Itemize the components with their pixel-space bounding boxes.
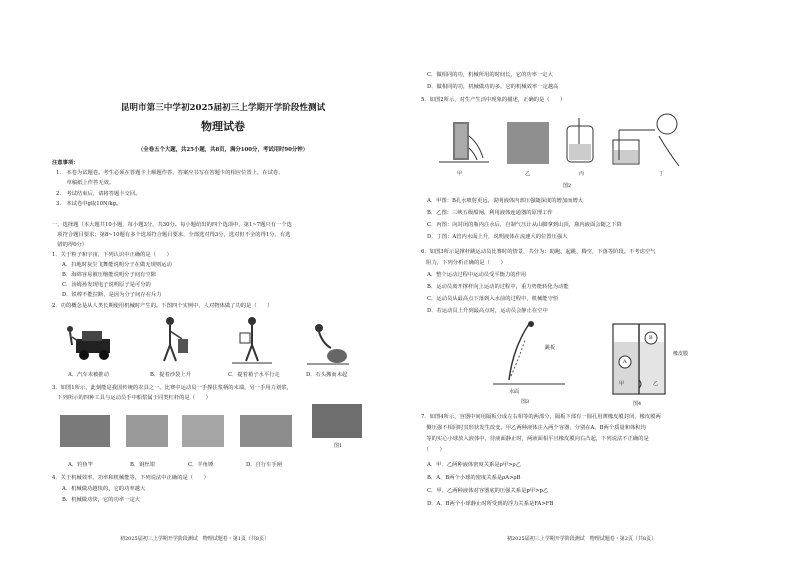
notice-line: 1. 本卷为试题卷。考生必须在答题卡上解题作答，答案应书写在答题卡的相应位置上，在试卷、 xyxy=(56,170,284,176)
fig4-label-a: A xyxy=(623,359,627,365)
option: A．甲、乙两种液体密度关系是ρ甲>ρ乙 xyxy=(427,462,521,468)
fig2-label-yi: 乙 xyxy=(525,171,531,177)
option: C．提着箱子水平行走 xyxy=(228,372,280,378)
figure-caption: 图2 xyxy=(563,183,572,189)
question-stem: 2．功的概念是从人类长期使用机械时产生的。下图四个实例中，人对物体做了功的是（ ） xyxy=(52,303,273,309)
figure-1-image xyxy=(312,404,362,438)
option: B．提着沙袋上升 xyxy=(150,372,191,378)
option: D．若运动员上升到最高点时，运动员会静止在空中 xyxy=(427,308,548,314)
option: C．汤姆孙发现电子说明原子是可分的 xyxy=(62,282,151,288)
option: D．A、B两个小球静止时所受到的浮力关系是FA>FB xyxy=(427,501,554,507)
section-heading: 一、选择题（本大题共10小题，每小题3分，共30分。每小题给出的四个选项中，第1~7题只有一个选 xyxy=(52,222,292,228)
exam-info: （全卷五个大题，共25小题，共8页，满分100分，考试用时90分钟） xyxy=(137,147,309,153)
option: D．做相同的功，机械做功的多，它的机械效率一定越高 xyxy=(427,84,559,90)
q2-image-b xyxy=(150,313,195,367)
option: A．整个运动过程中运动员受平衡力的作用 xyxy=(427,272,527,278)
exam-title: 昆明市第三中学初2025届初三上学期开学阶段性测试 xyxy=(120,103,326,113)
option: C．丙图：向封闭的瓶内注水后，自制气压计从山脚拿到山顶，瓶内液面会随之下降 xyxy=(427,222,622,228)
question-stem: 5．如图2所示，对生产生活中现象的描述，正确的是（ ） xyxy=(421,97,566,103)
page-footer: 初2025届初三上学期开学阶段测试 物理试题卷・第1页（共8页） xyxy=(120,536,270,542)
option: A．扫地时灰尘飞舞能说明分子在做无规则运动 xyxy=(62,262,172,268)
fig4-label-jia: 甲 xyxy=(619,381,625,387)
option: A．钓鱼竿 xyxy=(68,462,94,468)
fig3-label: 跳板 xyxy=(545,345,556,351)
figure-caption: 图3 xyxy=(521,399,530,405)
question-stem: 3．如图1所示，此刻能是我国传统的农具之一。比赛中运动员一手撑住浆柄的末端，另一手用力划浆， xyxy=(52,385,292,391)
option: C．运动员从最高点下落到入水前的过程中，机械能守恒 xyxy=(427,296,559,302)
figure-2-jia xyxy=(439,118,489,168)
option: B．运动员离开撑杆向上运动的过程中，重力势能转化为动能 xyxy=(427,284,569,290)
figure-2-bing xyxy=(563,118,599,166)
page-footer: 初2025届初三上学期开学阶段测试 物理试题卷・第2页（共8页） xyxy=(507,536,657,542)
fig4-label-yi: 乙 xyxy=(653,381,659,387)
option: B．乙图：三峡五级船闸，利用液体连通器的原理工作 xyxy=(427,210,553,216)
question-stem: 等的实心小球放入液体中，待液面静止时，两液面相平且橡皮膜向右凸起，下列说法不正确的是 xyxy=(421,436,649,442)
question-stem: 下列所示的四种工具与运动员手中船浆属于同类杠杆的是（ ） xyxy=(52,395,211,401)
figure-caption: 图4 xyxy=(633,401,642,407)
fig4-label-b: B xyxy=(649,335,653,341)
option: C．做相同的功，机械所用的时间长，它的功率一定大 xyxy=(427,72,553,78)
section-heading: 错的得0分） xyxy=(52,242,88,248)
question-stem: 4．关于机械效率、功率和机械能等，下列说法中正确的是（ ） xyxy=(52,475,209,481)
option: D．铁棒不能拉断，是因为分子间存在斥力 xyxy=(62,292,162,298)
fig2-label-jia: 甲 xyxy=(457,171,463,177)
notice-line: 草稿纸上作答无效。 xyxy=(56,180,115,186)
option: A．机械做功越快的，它的功率越大 xyxy=(62,486,146,492)
option: C．羊角锤 xyxy=(188,462,214,468)
figure-3-image xyxy=(489,318,569,390)
fig2-label-ding: 丁 xyxy=(659,171,665,177)
q2-image-a xyxy=(62,315,122,365)
figure-caption: 图1 xyxy=(334,443,343,449)
notice-heading: 注意事项： xyxy=(52,160,79,166)
option: B．钢丝钳 xyxy=(130,462,156,468)
question-stem: 阻力，下列分析正确的是（ ） xyxy=(421,260,506,266)
option: D．丁图：A管内水面上升，说明液体在流速大的位置压强大 xyxy=(427,234,568,240)
exam-subtitle: 物理试卷 xyxy=(201,120,245,133)
q3-image-a xyxy=(60,415,110,447)
option: D．石头搬而未起 xyxy=(306,372,348,378)
notice-line: 2. 考试结束后，请将答题卡交回。 xyxy=(56,191,141,197)
figure-2-ding xyxy=(609,110,689,170)
option: A．甲图：B孔水喷射更远，说明液体内部压强随深度的增加而增大 xyxy=(427,198,584,204)
fig2-label-bing: 丙 xyxy=(579,171,585,177)
q2-image-d xyxy=(305,318,350,368)
question-stem: （ ） xyxy=(421,447,445,453)
figure-2-yi xyxy=(507,122,549,164)
q2-image-c xyxy=(230,313,275,367)
right-page xyxy=(397,0,794,561)
question-stem: 1．关于粒子和宇宙，下列认识中正确的是（ ） xyxy=(52,252,172,258)
notice-line: 3. 本试卷中g取10N/kg。 xyxy=(56,201,122,207)
q3-image-d xyxy=(240,415,292,447)
section-heading: 项符合题目要求；第8~10题有多个选项符合题目要求，全部选对得3分，选对但不全的得1分，有选 xyxy=(52,232,291,238)
option: C．甲、乙两种液体对容器底的压强关系是p甲>p乙 xyxy=(427,488,549,494)
option: A．汽车未被推动 xyxy=(68,372,109,378)
question-stem: 7．如图4所示，容器中间用隔板分成左右相等的两部分，隔板下部有一圆孔用薄橡皮膜封闭，橡皮膜两 xyxy=(421,414,661,420)
question-stem: 侧压强不相同时其形状发生改变。甲乙两种液体注入两个容器，分别在A、B两个质量和体积均 xyxy=(421,425,646,431)
option: B．海绵容易被压缩能说明分子间有空隙 xyxy=(62,272,156,278)
option: D．自行车手闸 xyxy=(246,462,283,468)
fig3-label: 水面 xyxy=(509,389,520,395)
question-stem: 6．如图3所示是撑杆跳运动员比赛时的情景，共分为：助跑、起跳、腾空，下落等阶段。不考虑空气 xyxy=(421,249,656,255)
q3-image-c xyxy=(182,415,224,447)
option: B．A、B两个小球的密度关系是ρA>ρB xyxy=(427,475,521,481)
option: B．机械做功快，它的功率一定大 xyxy=(62,497,141,503)
q3-image-b xyxy=(126,415,168,447)
fig4-label-membrane: 橡皮膜 xyxy=(673,351,689,357)
